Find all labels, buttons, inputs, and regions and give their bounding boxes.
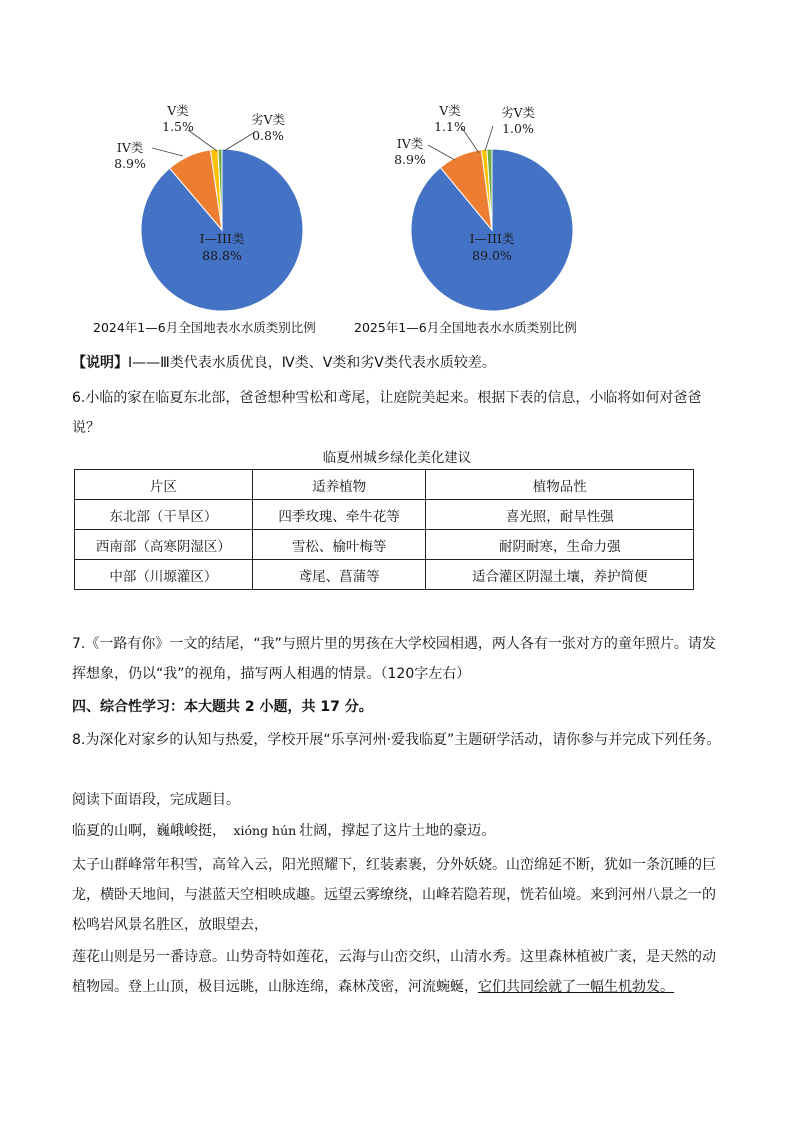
legend-note — [72, 353, 722, 374]
table-row — [75, 500, 694, 530]
slice-name-label: V类 — [439, 103, 461, 118]
table-cell: 喜光照，耐旱性强 — [426, 500, 694, 530]
header-cell: 适养植物 — [252, 470, 426, 500]
pie-caption-2024: 2024年1—6月全国地表水水质类别比例 — [93, 320, 316, 335]
table-cell: 四季玫瑰、牵牛花等 — [252, 500, 426, 530]
pie-chart-2024 — [100, 100, 340, 320]
question-8: 8.为深化对家乡的认知与热爱，学校开展“乐享河州·爱我临夏”主题研学活动，请你参与并完成下列任务。 — [72, 732, 721, 748]
slice-value-label: 8.9% — [114, 156, 146, 171]
slice-name-label: V类 — [167, 103, 189, 118]
leader-line — [152, 148, 183, 156]
table-cell: 西南部（高寒阴湿区） — [75, 530, 253, 560]
table-cell: 雪松、榆叶梅等 — [252, 530, 426, 560]
slice-name-label: IV类 — [116, 140, 144, 155]
table-cell: 适合灌区阴湿土壤，养护简便 — [426, 560, 694, 590]
table-cell: 鸢尾、菖蒲等 — [252, 560, 426, 590]
table-row — [75, 530, 694, 560]
slice-name-label: I—III类 — [469, 231, 515, 246]
header-cell: 片区 — [75, 470, 253, 500]
passage-paragraph-3 — [72, 942, 722, 1002]
leader-line — [428, 145, 455, 160]
section-4-heading: 四、综合性学习：本大题共 2 小题，共 17 分。 — [72, 699, 373, 715]
table-row — [75, 560, 694, 590]
pie-caption-2025: 2025年1—6月全国地表水水质类别比例 — [354, 320, 577, 335]
table-cell: 东北部（干旱区） — [75, 500, 253, 530]
slice-value-label: 1.0% — [502, 121, 534, 136]
table-title: 临夏州城乡绿化美化建议 — [322, 450, 472, 466]
table-header-row — [75, 470, 694, 500]
slice-value-label: 88.8% — [202, 248, 242, 263]
greening-table — [74, 469, 694, 590]
slice-value-label: 8.9% — [394, 152, 426, 167]
note-text: Ⅰ——Ⅲ类代表水质优良，Ⅳ类、Ⅴ类和劣Ⅴ类代表水质较差。 — [128, 355, 496, 371]
slice-value-label: 89.0% — [472, 248, 512, 263]
underlined-sentence: 它们共同绘就了一幅生机勃发。 — [478, 979, 674, 995]
leader-line — [224, 132, 255, 151]
slice-value-label: 0.8% — [252, 128, 284, 143]
slice-value-label: 1.5% — [162, 119, 194, 134]
slice-name-label: 劣V类 — [250, 112, 286, 127]
reading-instruction: 阅读下面语段，完成题目。 — [72, 792, 240, 808]
pie-chart-2025 — [370, 100, 610, 320]
leader-line — [485, 126, 493, 151]
slice-name-label: 劣V类 — [500, 105, 536, 120]
slice-value-label: 1.1% — [434, 119, 466, 134]
slice-name-label: IV类 — [396, 136, 424, 151]
question-7: 7.《一路有你》一文的结尾，“我”与照片里的男孩在大学校园相遇，两人各有一张对方的童年照片。请发挥想象，仍以“我”的视角，描写两人相遇的情景。（120字左右） — [72, 636, 716, 682]
slice-name-label: I—III类 — [199, 231, 245, 246]
question-6: 6.小临的家在临夏东北部，爸爸想种雪松和鸢尾，让庭院美起来。根据下表的信息，小临将如何对爸爸说？ — [72, 390, 702, 436]
passage-paragraph-2: 太子山群峰常年积雪，高耸入云，阳光照耀下，红装素裹，分外妖娆。山峦绵延不断，犹如一条沉睡的巨龙，横卧天地间，与湛蓝天空相映成趣。远望云雾缭绕，山峰若隐若现，恍若仙境。来到河州八景之一的松鸣岩风景名胜区，放眼望去， — [72, 857, 716, 933]
header-cell: 植物品性 — [426, 470, 694, 500]
passage-text: 壮阔，撑起了这片土地的豪迈。 — [299, 823, 496, 839]
passage-line-1 — [72, 820, 722, 842]
table-cell: 中部（川塬灌区） — [75, 560, 253, 590]
pinyin: xióng hún — [233, 823, 297, 838]
passage-text: 莲花山则是另一番诗意。山势奇特如莲花，云海与山峦交织，山清水秀。这里森林植被广袤，是天然的动植物园。登上山顶，极目远眺，山脉连绵，森林茂密，河流蜿蜒， — [72, 949, 716, 995]
table-cell: 耐阴耐寒，生命力强 — [426, 530, 694, 560]
passage-text: 临夏的山啊，巍峨峻挺， — [72, 823, 226, 839]
note-prefix: 【说明】 — [72, 355, 128, 371]
